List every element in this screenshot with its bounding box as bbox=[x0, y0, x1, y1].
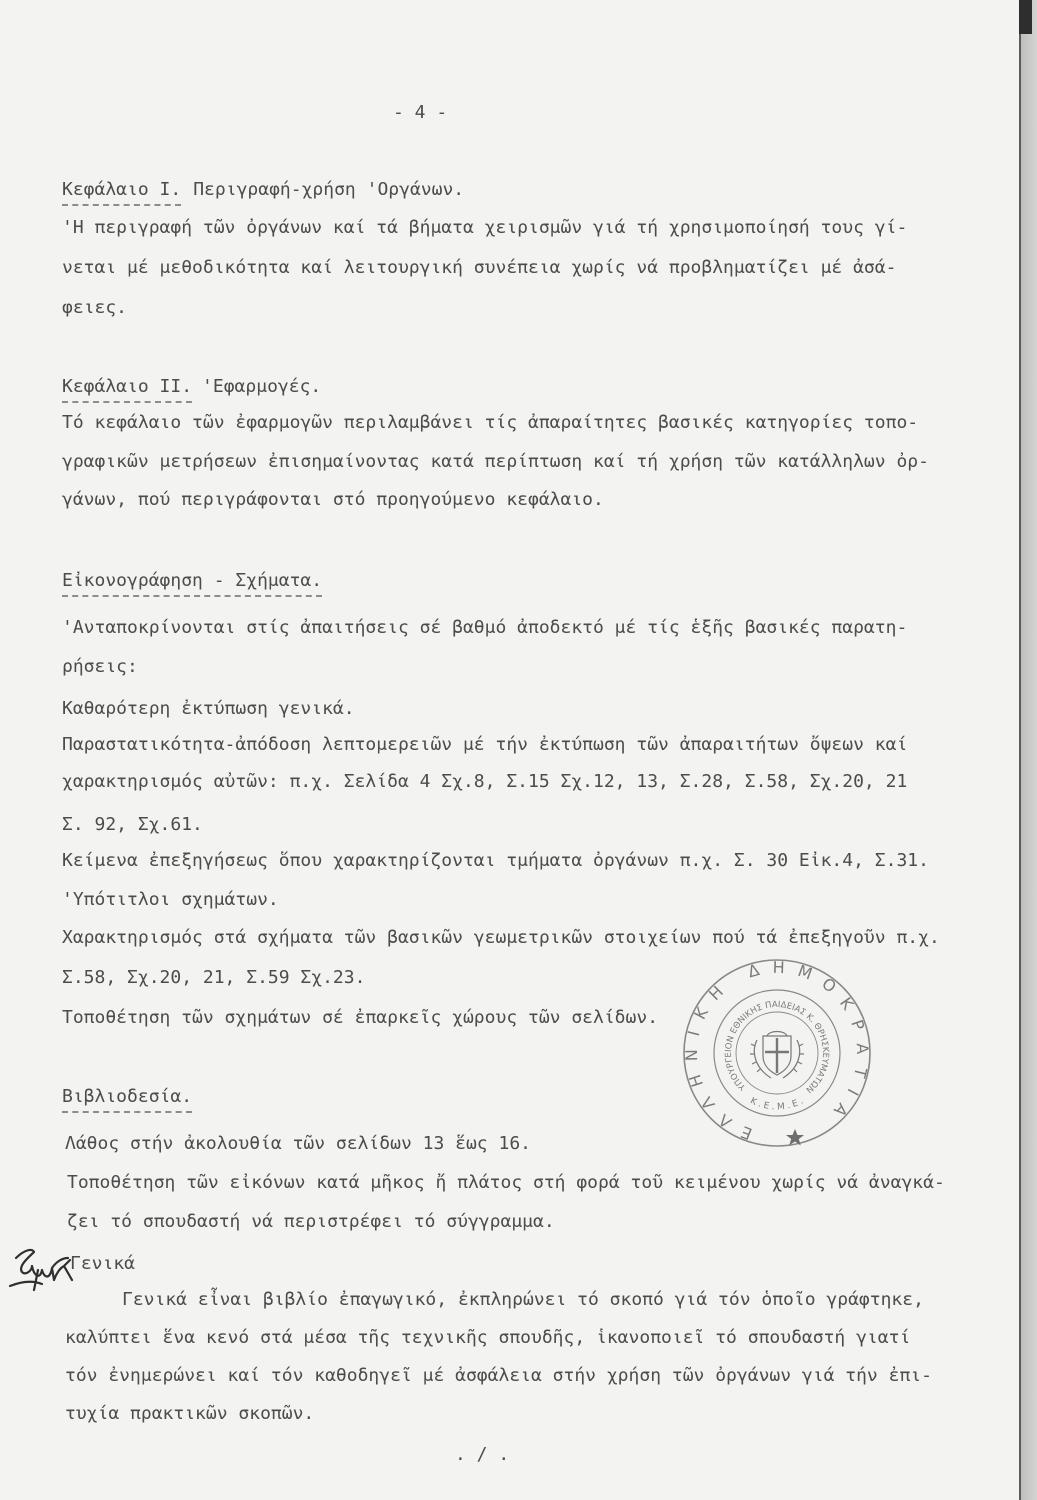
binding-line: Τοποθέτηση τῶν εἰκόνων κατά μῆκος ἤ πλάτος στή φορά τοῦ κειμένου χωρίς νά ἀναγκά- bbox=[67, 1172, 945, 1193]
illustration-line: χαρακτηρισμός αὐτῶν: π.χ. Σελίδα 4 Σχ.8, Σ.15 Σχ.12, 13, Σ.28, Σ.58, Σχ.20, 21 bbox=[62, 771, 908, 792]
stamp-outer-text: ΕΛΛΗΝΙΚΗ ΔΗΜΟΚΡΑΤΙΑ bbox=[681, 957, 873, 1144]
illustration-line: Σ.58, Σχ.20, 21, Σ.59 Σχ.23. bbox=[62, 967, 366, 988]
chapter-1-line: φειες. bbox=[62, 297, 128, 318]
general-line: Γενικά εἶναι βιβλίο ἐπαγωγικό, ἐκπληρώνει τό σκοπό γιά τόν ὁποῖο γράφτηκε, bbox=[122, 1289, 924, 1310]
illustration-line: 'Υπότιτλοι σχημάτων. bbox=[62, 889, 279, 910]
illustration-line: Παραστατικότητα-ἀπόδοση λεπτομερειῶν μέ τήν ἐκτύπωση τῶν ἀπαραιτήτων ὄψεων καί bbox=[62, 734, 908, 755]
chapter-2-title: 'Εφαρμογές. bbox=[202, 376, 322, 397]
general-line: τόν ἐνημερώνει καί τόν καθοδηγεῖ μέ ἀσφάλεια στήν χρήση τῶν ὀργάνων γιά τήν ἐπι- bbox=[65, 1365, 932, 1386]
continuation-mark: . / . bbox=[455, 1444, 510, 1465]
chapter-1-heading bbox=[62, 179, 464, 201]
page-number: - 4 - bbox=[393, 102, 448, 123]
chapter-1-title: Περιγραφή-χρήση 'Οργάνων. bbox=[193, 179, 465, 200]
chapter-2-line: Τό κεφάλαιο τῶν ἐφαρμογῶν περιλαμβάνει τίς ἀπαραίτητες βασικές κατηγορίες τοπο- bbox=[62, 412, 919, 433]
general-line: τυχία πρακτικῶν σκοπῶν. bbox=[65, 1403, 315, 1424]
illustration-label: Εἰκονογράφηση - Σχήματα. bbox=[62, 570, 322, 597]
illustration-line: Τοποθέτηση τῶν σχημάτων σέ ἐπαρκεῖς χώρους τῶν σελίδων. bbox=[62, 1007, 659, 1028]
handwritten-signature bbox=[2, 1236, 82, 1308]
general-line: καλύπτει ἕνα κενό στά μέσα τῆς τεχνικῆς σπουδῆς, ἱκανοποιεῖ τό σπουδαστή γιατί bbox=[65, 1327, 911, 1348]
illustration-heading bbox=[62, 570, 322, 592]
illustration-line: Καθαρότερη ἐκτύπωση γενικά. bbox=[62, 698, 355, 719]
stamp-bottom-text: Κ.Ε.Μ.Ε. bbox=[748, 1096, 806, 1113]
illustration-line: 'Ανταποκρίνονται στίς ἀπαιτήσεις σέ βαθμό ἀποδεκτό μέ τίς ἑξῆς βασικές παρατη- bbox=[62, 617, 908, 638]
illustration-line: ρήσεις: bbox=[62, 656, 138, 677]
chapter-2-line: γάνων, πού περιγράφονται στό προηγούμενο κεφάλαιο. bbox=[62, 489, 604, 510]
binding-line: Λάθος στήν ἀκολουθία τῶν σελίδων 13 ἕως 16. bbox=[65, 1133, 531, 1154]
stamp-inner-text: ΥΠΟΥΡΓΕΙΟΝ ΕΘΝΙΚΗΣ ΠΑΙΔΕΙΑΣ Κ. ΘΡΗΣΚΕΥΜΑΤΩΝ bbox=[723, 999, 831, 1095]
chapter-1-line: 'Η περιγραφή τῶν ὀργάνων καί τά βήματα χειρισμῶν γιά τή χρησιμοποίησή τους γί- bbox=[62, 217, 908, 238]
coat-of-arms-icon bbox=[750, 1032, 804, 1079]
illustration-line: Κείμενα ἐπεξηγήσεως ὅπου χαρακτηρίζονται τμήματα ὀργάνων π.χ. Σ. 30 Εἰκ.4, Σ.31. bbox=[62, 850, 929, 871]
chapter-1-line: νεται μέ μεθοδικότητα καί λειτουργική συνέπεια χωρίς νά προβληματίζει μέ ἀσά- bbox=[62, 257, 897, 278]
chapter-2-line: γραφικῶν μετρήσεων ἐπισημαίνοντας κατά περίπτωση καί τή χρήση τῶν κατάλληλων ὀρ- bbox=[62, 451, 929, 472]
scan-edge bbox=[1020, 0, 1037, 1500]
scan-edge-mark bbox=[1019, 0, 1032, 34]
illustration-line: Χαρακτηρισμός στά σχήματα τῶν βασικῶν γεωμετρικῶν στοιχείων πού τά ἐπεξηγοῦν π.χ. bbox=[62, 927, 940, 948]
chapter-2-heading bbox=[62, 376, 321, 398]
scan-edge-line bbox=[1019, 0, 1021, 1500]
binding-line: ζει τό σπουδαστή νά περιστρέφει τό σύγγραμμα. bbox=[67, 1211, 555, 1232]
chapter-1-label: Κεφάλαιο Ι. bbox=[62, 179, 181, 206]
general-heading: Γενικά bbox=[70, 1253, 136, 1274]
official-stamp bbox=[677, 948, 877, 1160]
binding-label: Βιβλιοδεσία. bbox=[62, 1086, 192, 1113]
illustration-line: Σ. 92, Σχ.61. bbox=[62, 814, 203, 835]
chapter-2-label: Κεφάλαιο ΙΙ. bbox=[62, 376, 192, 403]
binding-heading bbox=[62, 1086, 192, 1108]
